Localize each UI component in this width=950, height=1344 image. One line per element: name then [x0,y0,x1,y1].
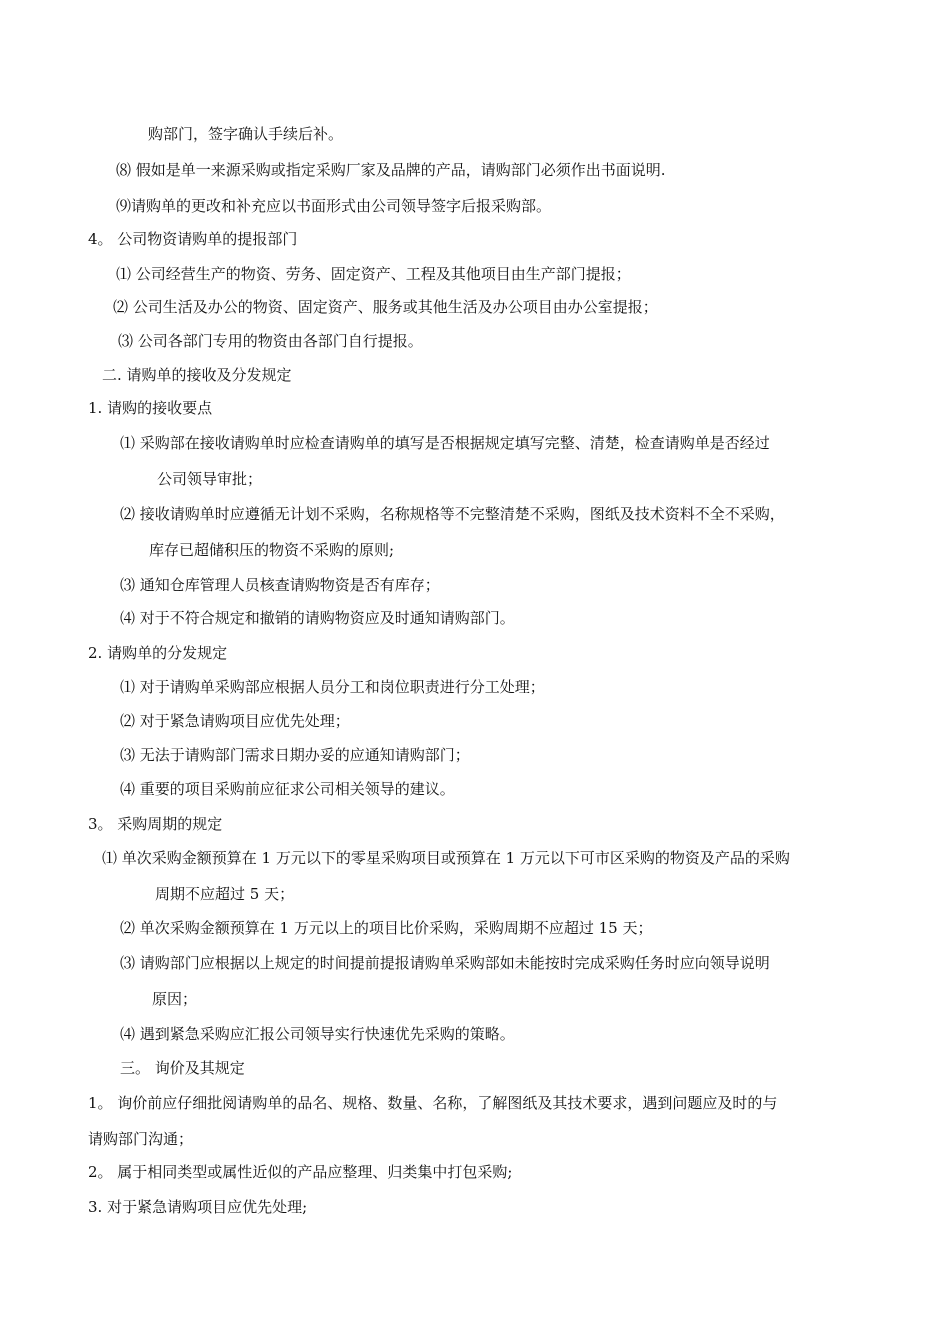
text-line: ⑶ 通知仓库管理人员核查请购物资是否有库存； [120,576,440,594]
text-line: ⑶ 公司各部门专用的物资由各部门自行提报。 [118,332,423,350]
text-line: ⑵ 接收请购单时应遵循无计划不采购，名称规格等不完整清楚不采购，图纸及技术资料不全不采购， [120,505,785,523]
text-line: ⑵ 公司生活及办公的物资、固定资产、服务或其他生活及办公项目由办公室提报； [113,298,658,316]
text-line: ⑷ 重要的项目采购前应征求公司相关领导的建议。 [120,780,455,798]
text-line: ⑵ 对于紧急请购项目应优先处理； [120,712,350,730]
text-line: ⑵ 单次采购金额预算在 1 万元以上的项目比价采购，采购周期不应超过 15 天； [120,919,653,937]
text-line: 周期不应超过 5 天； [155,885,295,903]
text-line: ⑷ 对于不符合规定和撤销的请购物资应及时通知请购部门。 [120,609,515,627]
text-line: ⑴ 单次采购金额预算在 1 万元以下的零星采购项目或预算在 1 万元以下可市区采购的物资及产品的采购 [102,849,790,867]
text-line: 公司领导审批； [157,470,263,488]
section-heading: 4。 公司物资请购单的提报部门 [88,230,298,248]
text-line: ⑶ 无法于请购部门需求日期办妥的应通知请购部门； [120,746,470,764]
text-line: 库存已超储积压的物资不采购的原则; [149,541,395,559]
section-heading: 三。 询价及其规定 [120,1059,245,1077]
text-line: ⑴ 公司经营生产的物资、劳务、固定资产、工程及其他项目由生产部门提报； [116,265,631,283]
text-line: 购部门，签字确认手续后补。 [148,125,344,143]
text-line: ⑷ 遇到紧急采购应汇报公司领导实行快速优先采购的策略。 [120,1025,515,1043]
text-line: 请购部门沟通； [88,1130,194,1148]
section-heading: 2. 请购单的分发规定 [88,644,228,662]
section-heading: 二. 请购单的接收及分发规定 [102,366,292,384]
text-line: ⑼请购单的更改和补充应以书面形式由公司领导签字后报采购部。 [116,197,552,215]
text-line: 1。 询价前应仔细批阅请购单的品名、规格、数量、名称，了解图纸及其技术要求，遇到问题应及时的与 [88,1094,778,1112]
text-line: 原因； [152,990,198,1008]
text-line: ⑻ 假如是单一来源采购或指定采购厂家及品牌的产品，请购部门必须作出书面说明. [116,161,666,179]
section-heading: 3。 采购周期的规定 [88,815,223,833]
text-line: 2。 属于相同类型或属性近似的产品应整理、归类集中打包采购; [88,1163,513,1181]
section-heading: 1. 请购的接收要点 [88,399,213,417]
text-line: 3. 对于紧急请购项目应优先处理; [88,1198,308,1216]
text-line: ⑴ 对于请购单采购部应根据人员分工和岗位职责进行分工处理； [120,678,545,696]
text-line: ⑶ 请购部门应根据以上规定的时间提前提报请购单采购部如未能按时完成采购任务时应向领导说明 [120,954,770,972]
text-line: ⑴ 采购部在接收请购单时应检查请购单的填写是否根据规定填写完整、清楚，检查请购单是否经过 [120,434,770,452]
